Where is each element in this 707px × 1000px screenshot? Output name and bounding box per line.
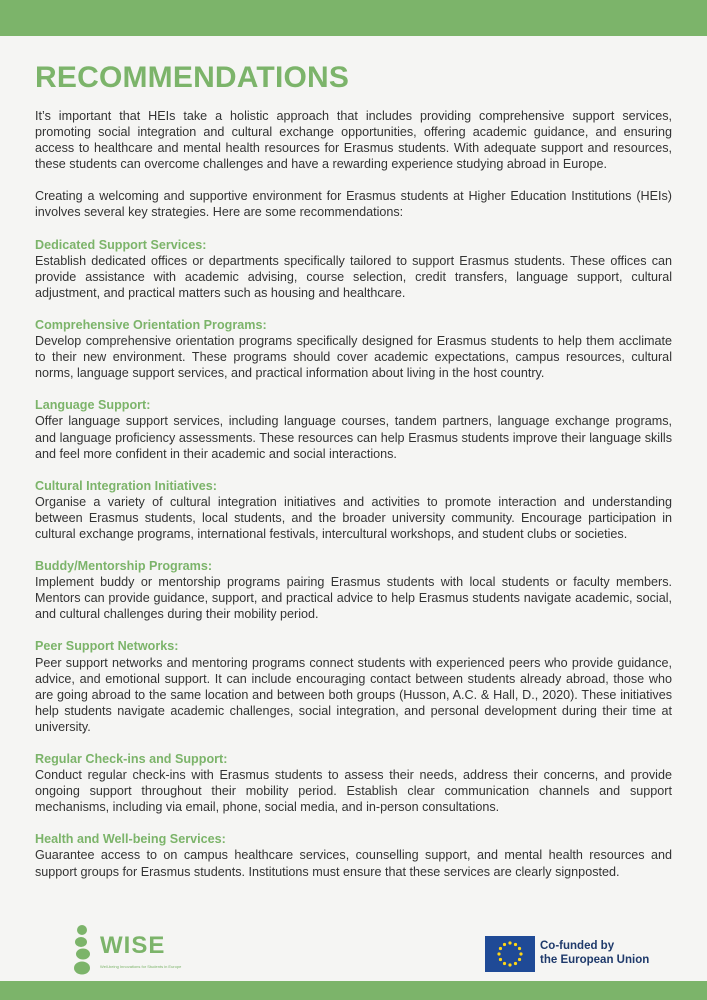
top-bar (0, 0, 707, 36)
section-heading: Comprehensive Orientation Programs: (35, 317, 267, 332)
eu-star (508, 963, 511, 966)
eu-flag-icon (485, 936, 535, 972)
section-text: Conduct regular check-ins with Erasmus students to assess their needs, address their concerns, and provide ongoing support throughout their mobility period. Establish clear communication channels and support mechanisms, including via email, phone, social media, and in-person consultations. (35, 768, 672, 815)
section-heading: Cultural Integration Initiatives: (35, 478, 217, 493)
section-check-ins (35, 751, 672, 815)
section-text: Implement buddy or mentorship programs pairing Erasmus students with local students or faculty members. Mentors can provide guidance, support, and practical advice to help Erasmus students navigate academic, social, and cultural challenges during their mobility period. (35, 575, 672, 622)
eu-star (497, 952, 500, 955)
eu-star (499, 947, 502, 950)
page-title: RECOMMENDATIONS (35, 61, 350, 94)
section-text: Peer support networks and mentoring programs connect students with experienced peers who provide guidance, advice, and emotional support. It can include encouraging contact between students already abroad, those who are going abroad to the same location and between both groups (Husson, A.C. & Hall, D., 2020). These initiatives help students navigate academic challenges, social integration, and personal development during their time at university. (35, 655, 672, 734)
section-text: Organise a variety of cultural integration initiatives and activities to promote interaction and understanding between Erasmus students, local students, and the broader university community. Encourage participation in cultural exchange programs, international festivals, intercultural workshops, and student clubs or societies. (35, 494, 672, 541)
eu-star (518, 947, 521, 950)
section-peer-support (35, 638, 672, 735)
eu-star (499, 958, 502, 961)
section-heading: Health and Well-being Services: (35, 832, 226, 847)
section-heading: Buddy/Mentorship Programs: (35, 559, 213, 574)
section-heading: Peer Support Networks: (35, 639, 179, 654)
eu-star (514, 962, 517, 965)
eu-star (514, 943, 517, 946)
section-orientation (35, 317, 672, 381)
wise-tagline: Well-being Innovations for Students in Europe (100, 964, 182, 969)
page-content (35, 58, 672, 880)
section-text: Develop comprehensive orientation programs specifically designed for Erasmus students to help them acclimate to their new environment. These programs should cover academic expectations, campus resources, cultural norms, language support services, and practical information about living in the host country. (35, 334, 672, 381)
eu-star (503, 962, 506, 965)
wise-stones-icon (72, 924, 96, 976)
section-text: Guarantee access to on campus healthcare services, counselling support, and mental health resources and support groups for Erasmus students. Institutions must ensure that these services are clearly signposted. (35, 848, 672, 879)
eu-star (518, 958, 521, 961)
eu-star (503, 943, 506, 946)
eu-cofunded-text (540, 939, 649, 967)
wise-logo (72, 924, 182, 976)
eu-cofunded-logo (485, 936, 650, 972)
section-text: Offer language support services, including language courses, tandem partners, language exchange programs, and language proficiency assessments. These resources can help Erasmus students improve their language skills and feel more confident in their academic and social interactions. (35, 414, 672, 461)
eu-line-2: the European Union (540, 954, 650, 966)
intro-paragraph-2: Creating a welcoming and supportive environment for Erasmus students at Higher Education Institutions (HEIs) involves several key strategies. Here are some recommendations: (35, 189, 672, 220)
footer (0, 922, 707, 978)
eu-star (508, 941, 511, 944)
section-dedicated-support (35, 237, 672, 301)
eu-line-1: Co-funded by (540, 940, 615, 952)
section-language-support (35, 397, 672, 461)
section-cultural-integration (35, 478, 672, 542)
section-health-wellbeing (35, 831, 672, 879)
section-heading: Language Support: (35, 398, 151, 413)
wise-wordmark: WISE (100, 932, 166, 959)
section-heading: Dedicated Support Services: (35, 237, 207, 252)
intro-paragraph-1: It’s important that HEIs take a holistic approach that includes providing comprehensive support services, promoting social integration and cultural exchange opportunities, offering academic guidance, and ensuring access to healthcare and mental health resources for Erasmus students. With adequate support and resources, these students can overcome challenges and have a rewarding experience studying abroad in Europe. (35, 109, 672, 172)
bottom-bar (0, 981, 707, 1000)
eu-star (519, 952, 522, 955)
section-buddy-mentorship (35, 558, 672, 622)
section-heading: Regular Check-ins and Support: (35, 752, 228, 766)
section-text: Establish dedicated offices or departments specifically tailored to support Erasmus students. These offices can provide assistance with academic advising, course selection, credit transfers, language support, cultural adjustment, and practical matters such as housing and healthcare. (35, 253, 672, 300)
